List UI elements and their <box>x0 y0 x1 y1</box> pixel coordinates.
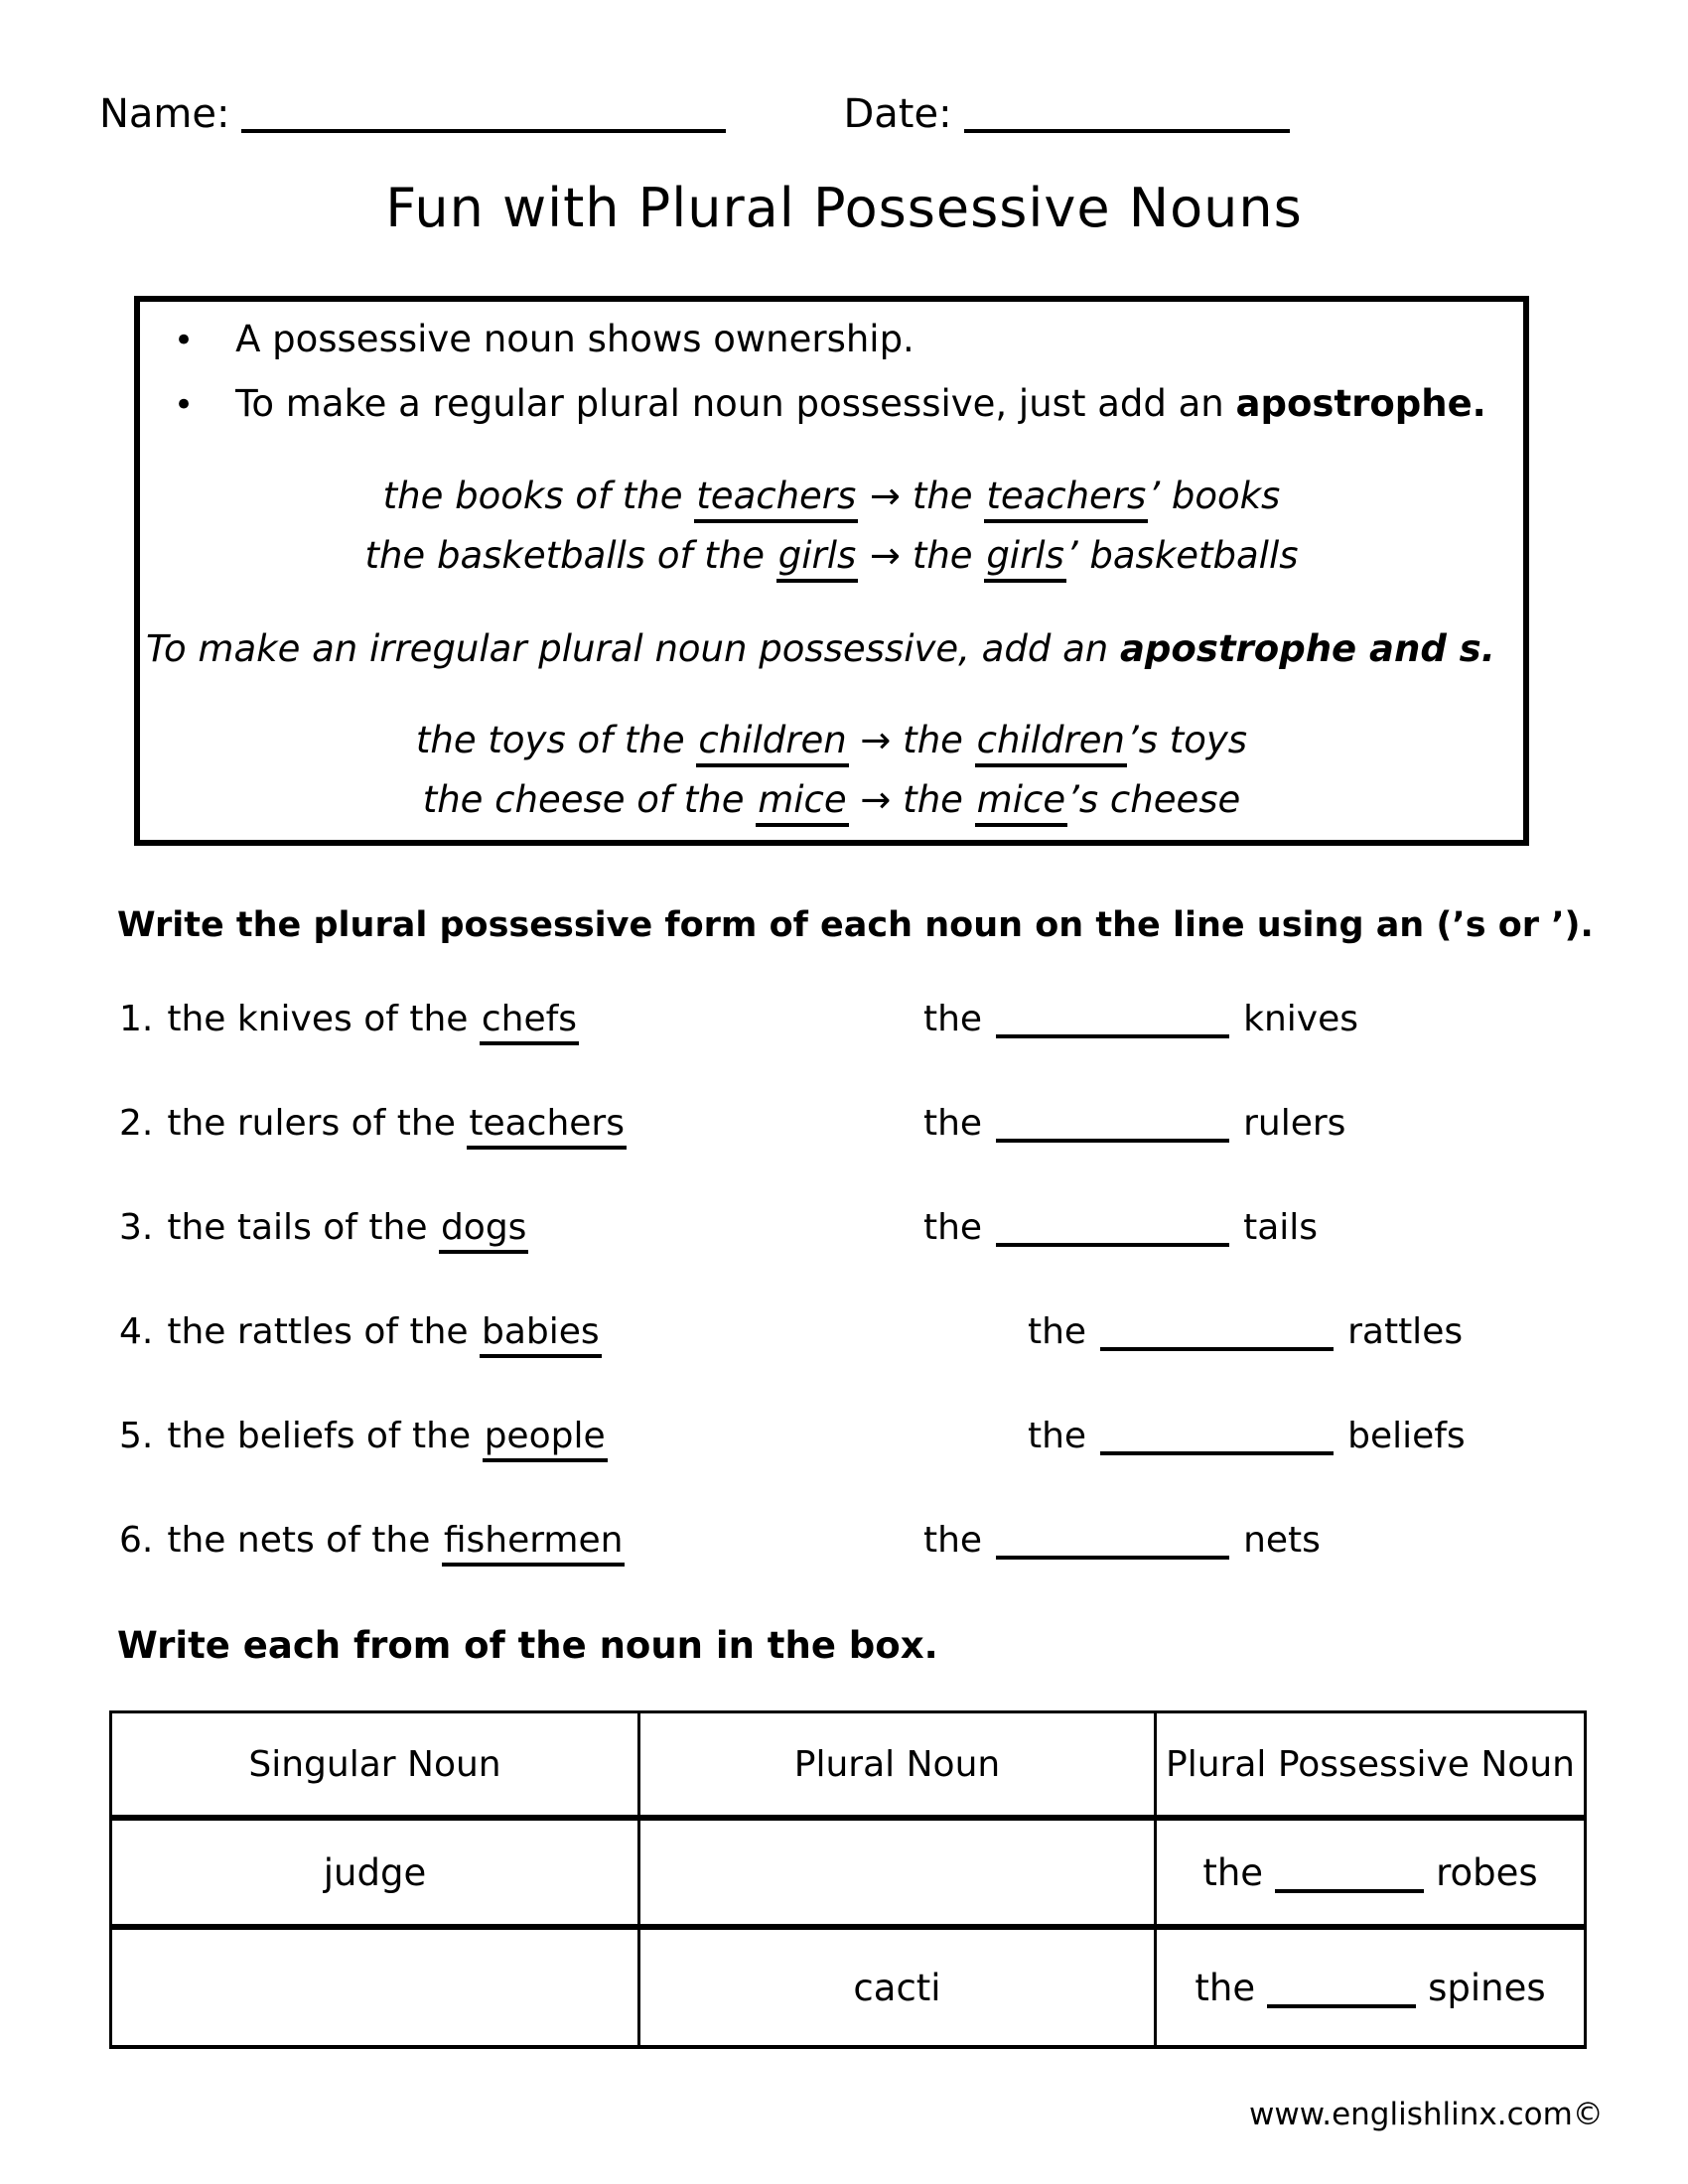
answer-word: nets <box>1243 1520 1321 1561</box>
example-arrow: → the <box>848 778 975 821</box>
underlined-noun: girls <box>776 534 859 583</box>
answer-word: spines <box>1428 1966 1546 2009</box>
name-label: Name: <box>99 91 230 137</box>
name-blank-line <box>241 99 726 133</box>
item-number: 5. <box>119 1416 154 1456</box>
example-tail: toys <box>1157 719 1248 761</box>
table-cell-singular <box>111 1927 639 2047</box>
table-header-singular: Singular Noun <box>111 1712 639 1819</box>
example-lead: the toys of the <box>415 719 697 761</box>
exercise1-instruction: Write the plural possessive form of each noun on the line using an (’s or ’). <box>117 905 1594 945</box>
item-number: 6. <box>119 1520 154 1561</box>
answer-area <box>923 999 1358 1039</box>
answer-area <box>923 1520 1321 1561</box>
answer-blank-line <box>1275 1861 1424 1893</box>
item-noun: fishermen <box>442 1520 626 1567</box>
table-header-plural: Plural Noun <box>639 1712 1156 1819</box>
rule-text-1: A possessive noun shows ownership. <box>235 318 914 360</box>
example-lead: the basketballs of the <box>364 534 776 577</box>
answer-the: the <box>1028 1311 1087 1352</box>
underlined-noun: children <box>696 719 848 767</box>
example-line-1 <box>140 473 1523 520</box>
question-item-2 <box>119 1103 1609 1155</box>
item-noun: babies <box>480 1311 602 1358</box>
item-lead: the beliefs of the <box>167 1416 483 1456</box>
rule-text-2-bold: apostrophe. <box>1235 382 1486 425</box>
table-header-row <box>111 1712 1586 1819</box>
item-noun: dogs <box>439 1207 528 1254</box>
answer-the: the <box>1202 1850 1264 1894</box>
question-item-6 <box>119 1520 1609 1571</box>
answer-blank-line <box>1100 1317 1334 1351</box>
answer-word: tails <box>1243 1207 1319 1248</box>
table-cell-plural: cacti <box>639 1927 1156 2047</box>
name-date-row <box>99 91 1589 137</box>
table-header-possessive: Plural Possessive Noun <box>1156 1712 1586 1819</box>
item-noun: teachers <box>467 1103 627 1150</box>
answer-the: the <box>923 1207 983 1248</box>
answer-the: the <box>923 999 983 1039</box>
item-number: 3. <box>119 1207 154 1248</box>
item-lead: the tails of the <box>167 1207 439 1248</box>
example-lead: the books of the <box>382 475 695 517</box>
rule-text-2 <box>235 380 1486 428</box>
answer-blank-line <box>996 1005 1229 1038</box>
answer-word: knives <box>1243 999 1358 1039</box>
rules-box <box>134 296 1529 846</box>
item-number: 1. <box>119 999 154 1039</box>
answer-blank-line <box>996 1213 1229 1247</box>
answer-area <box>1028 1416 1466 1456</box>
rule-bullet-1 <box>174 316 1523 364</box>
item-noun: people <box>483 1416 608 1462</box>
answer-blank-line <box>1267 1977 1416 2008</box>
example-tail: basketballs <box>1077 534 1299 577</box>
example-arrow: → the <box>858 475 985 517</box>
answer-area <box>923 1207 1318 1248</box>
bullet-icon: • <box>174 385 195 425</box>
question-item-3 <box>119 1207 1609 1259</box>
possessive-suffix: ’ <box>1065 534 1078 577</box>
exercise2-instruction: Write each from of the noun in the box. <box>117 1624 938 1667</box>
example-line-4 <box>140 776 1523 824</box>
answer-the: the <box>923 1520 983 1561</box>
question-item-5 <box>119 1416 1609 1467</box>
table-row <box>111 1927 1586 2047</box>
question-item-1 <box>119 999 1609 1050</box>
date-blank-line <box>964 99 1290 133</box>
possessive-suffix: ’ <box>1148 475 1161 517</box>
possessive-suffix: ’s <box>1067 778 1099 821</box>
answer-area <box>923 1103 1345 1144</box>
item-lead: the rattles of the <box>167 1311 480 1352</box>
answer-word: rulers <box>1243 1103 1346 1144</box>
example-tail: cheese <box>1098 778 1241 821</box>
example-arrow: → the <box>848 719 975 761</box>
rule-irregular <box>146 625 1523 673</box>
item-lead: the knives of the <box>167 999 480 1039</box>
date-label: Date: <box>843 91 952 137</box>
answer-blank-line <box>996 1526 1229 1560</box>
bullet-icon: • <box>174 321 195 360</box>
answer-blank-line <box>1100 1422 1334 1455</box>
item-noun: chefs <box>480 999 579 1045</box>
item-number: 2. <box>119 1103 154 1144</box>
underlined-noun: teachers <box>984 475 1148 523</box>
footer-credit: www.englishlinx.com© <box>1249 2097 1604 2132</box>
item-number: 4. <box>119 1311 154 1352</box>
answer-blank-line <box>996 1109 1229 1143</box>
item-lead: the rulers of the <box>167 1103 468 1144</box>
example-lead: the cheese of the <box>422 778 757 821</box>
underlined-noun: girls <box>984 534 1066 583</box>
underlined-noun: children <box>975 719 1127 767</box>
item-lead: the nets of the <box>167 1520 442 1561</box>
example-line-2 <box>140 532 1523 580</box>
table-cell-plural <box>639 1818 1156 1927</box>
table-row <box>111 1818 1586 1927</box>
table-cell-possessive <box>1156 1818 1586 1927</box>
example-arrow: → the <box>858 534 985 577</box>
rule-text-2-lead: To make a regular plural noun possessive, just add an <box>235 382 1236 425</box>
answer-word: rattles <box>1347 1311 1464 1352</box>
noun-table <box>109 1710 1587 2049</box>
rule-irregular-bold: apostrophe and s. <box>1119 627 1495 670</box>
example-tail: books <box>1160 475 1281 517</box>
answer-the: the <box>1195 1966 1256 2009</box>
rule-irregular-lead: To make an irregular plural noun possessive, add an <box>146 627 1120 670</box>
possessive-suffix: ’s <box>1126 719 1158 761</box>
table-cell-singular: judge <box>111 1818 639 1927</box>
underlined-noun: teachers <box>694 475 858 523</box>
answer-the: the <box>1028 1416 1087 1456</box>
example-line-3 <box>140 717 1523 764</box>
answer-the: the <box>923 1103 983 1144</box>
answer-area <box>1028 1311 1463 1352</box>
answer-word: beliefs <box>1347 1416 1466 1456</box>
question-item-4 <box>119 1311 1609 1363</box>
page-title: Fun with Plural Possessive Nouns <box>385 177 1303 239</box>
answer-word: robes <box>1436 1850 1538 1894</box>
underlined-noun: mice <box>975 778 1067 827</box>
rule-bullet-2 <box>174 380 1523 429</box>
underlined-noun: mice <box>756 778 848 827</box>
table-cell-possessive <box>1156 1927 1586 2047</box>
